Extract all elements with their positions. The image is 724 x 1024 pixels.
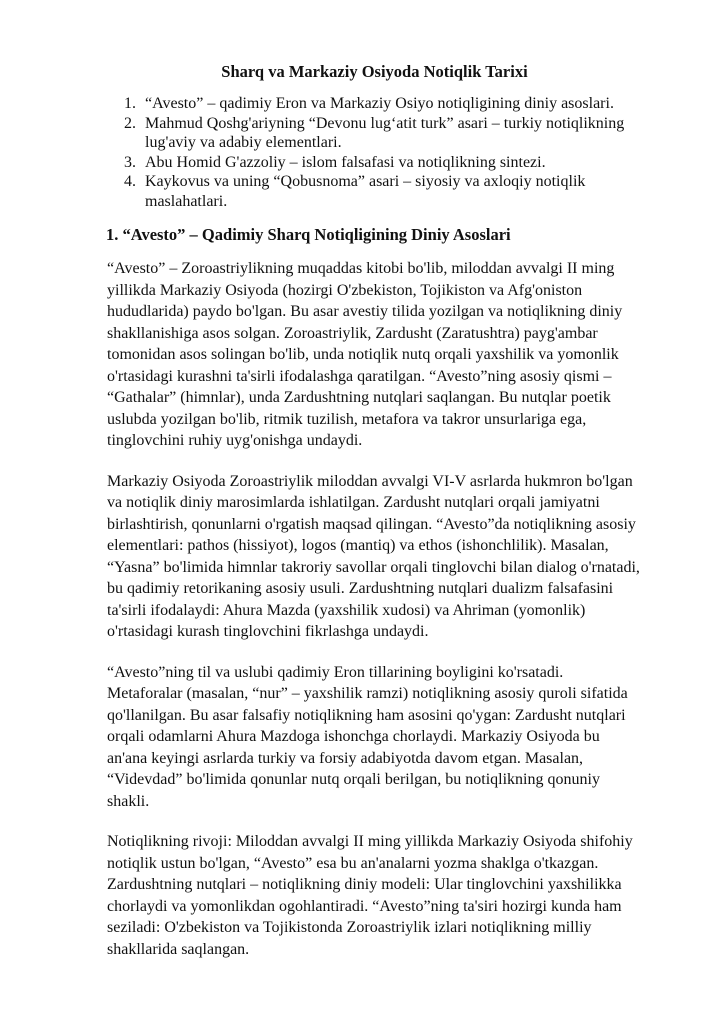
topic-item-4: 4. Kaykovus va uning “Qobusnoma” asari – siyosiy va axloqiy notiqlik maslahatlari. — [140, 172, 642, 211]
document-page — [107, 62, 642, 979]
topics-list — [107, 94, 642, 211]
paragraph-4: Notiqlikning rivoji: Miloddan avvalgi II ming yillikda Markaziy Osiyoda shifohiy notiqlik ustun bo'lgan, “Avesto” esa bu an'analarni yozma shaklga o'tkazgan. Zardushtning nutqlari – notiqlikning diniy modeli: Ular tinglovchini yaxshilikka chorlaydi va yomonlikdan ogohlantiradi. “Avesto”ning ta'siri hozirgi kunda ham seziladi: O'zbekiston va Tojikistonda Zoroastriylik izlari notiqlikning milliy shakllarida saqlangan. — [107, 833, 633, 958]
document-title: Sharq va Markaziy Osiyoda Notiqlik Tarixi — [221, 62, 528, 81]
paragraph-3: “Avesto”ning til va uslubi qadimiy Eron tillarining boyligini ko'rsatadi. Metaforalar (masalan, “nur” – yaxshilik ramzi) notiqlikning asosiy quroli sifatida qo'llanilgan. Bu asar falsafiy notiqlikning ham asosini qo'ygan: Zardusht nutqlari orqali odamlarni Ahura Mazdoga ishonchga chorlaydi. Markaziy Osiyoda bu an'ana keyingi asrlarda turkiy va forsiy adabiyotda davom etgan. Masalan, “Videvdad” bo'limida qonunlar nutq orqali berilgan, bu notiqlikning qonuniy shakli. — [107, 663, 628, 810]
paragraph-2: Markaziy Osiyoda Zoroastriylik miloddan avvalgi VI-V asrlarda hukmron bo'lgan va notiqlik diniy marosimlarda ishlatilgan. Zardusht nutqlari orqali jamiyatni birlashtirish, qonunlarni o'rgatish maqsad qilingan. “Avesto”da notiqlikning asosiy elementlari: pathos (hissiyot), logos (mantiq) va ethos (ishonchlilik). Masalan, “Yasna” bo'limida himnlar takroriy savollar orqali tinglovchi bilan dialog o'rnatadi, bu qadimiy retorikaning asosiy usuli. Zardushtning nutqlari dualizm falsafasini ta'sirli ifodalaydi: Ahura Mazda (yaxshilik xudosi) va Ahriman (yomonlik) o'rtasidagi kurash tinglovchini fikrlashga undaydi. — [107, 472, 640, 640]
topic-item-3: 3. Abu Homid G'azzoliy – islom falsafasi va notiqlikning sintezi. — [140, 153, 642, 173]
topic-item-2: 2. Mahmud Qoshg'ariyning “Devonu lug‘atit turk” asari – turkiy notiqlikning lug'aviy va adabiy elementlari. — [140, 114, 642, 153]
section-heading: 1. “Avesto” – Qadimiy Sharq Notiqligining Diniy Asoslari — [106, 225, 511, 244]
paragraph-1: “Avesto” – Zoroastriylikning muqaddas kitobi bo'lib, miloddan avvalgi II ming yillikda Markaziy Osiyoda (hozirgi O'zbekiston, Tojikiston va Afg'oniston hududlarida) paydo bo'lgan. Bu asar avestiy tilida yozilgan va notiqlikning diniy shakllanishiga asos solgan. Zoroastriylik, Zardusht (Zaratushtra) payg'ambar tomonidan asos solingan bo'lib, unda notiqlik nutq orqali yaxshilik va yomonlik o'rtasidagi kurashni ta'sirli ifodalashga qaratilgan. “Avesto”ning asosiy qismi – “Gathalar” (himnlar), unda Zardushtning nutqlari saqlangan. Bu nutqlar poetik uslubda yozilgan bo'lib, ritmik tuzilish, metafora va takror unsurlariga ega, tinglovchini ruhiy uyg'onishga undaydi. — [107, 260, 623, 449]
topic-item-1: 1. “Avesto” – qadimiy Eron va Markaziy Osiyo notiqligining diniy asoslari. — [140, 94, 642, 114]
